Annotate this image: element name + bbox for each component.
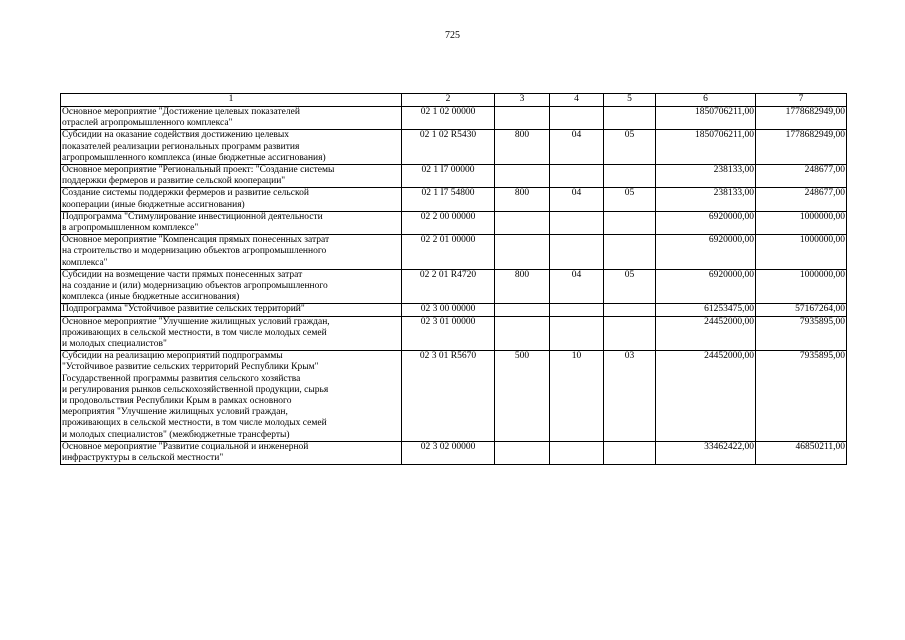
row-amount-col6: 238133,00: [656, 165, 756, 188]
row-name: Субсидии на оказание содействия достижению целевых показателей реализации региональных программ развития агропромышленного комплекса (иные бюджетные ассигнования): [61, 130, 402, 165]
row-section: [550, 211, 604, 234]
table-row: [61, 188, 847, 211]
column-header: 7: [756, 94, 847, 107]
row-subsection: [604, 316, 656, 351]
row-amount-col7: 248677,00: [756, 165, 847, 188]
budget-table: [60, 93, 847, 465]
row-expense-type: [495, 107, 550, 130]
row-section: [550, 107, 604, 130]
row-name: Основное мероприятие "Улучшение жилищных условий граждан, проживающих в сельской местности, в том числе молодых семей и молодых специалистов": [61, 316, 402, 351]
row-name: Подпрограмма "Стимулирование инвестиционной деятельности в агропромышленном комплексе": [61, 211, 402, 234]
row-amount-col7: 1000000,00: [756, 235, 847, 270]
table-row: [61, 304, 847, 316]
row-name: Основное мероприятие "Компенсация прямых понесенных затрат на строительство и модернизацию объектов агропромышленного комплекса": [61, 235, 402, 270]
row-amount-col6: 6920000,00: [656, 235, 756, 270]
row-amount-col6: 61253475,00: [656, 304, 756, 316]
table-row: [61, 269, 847, 304]
row-amount-col7: 46850211,00: [756, 441, 847, 464]
row-amount-col6: 33462422,00: [656, 441, 756, 464]
column-header: 4: [550, 94, 604, 107]
row-expense-type: [495, 441, 550, 464]
row-amount-col7: 7935895,00: [756, 351, 847, 442]
row-code: 02 2 01 00000: [402, 235, 495, 270]
row-code: 02 1 I7 00000: [402, 165, 495, 188]
row-amount-col6: 24452000,00: [656, 351, 756, 442]
row-expense-type: [495, 211, 550, 234]
table-row: [61, 165, 847, 188]
table-row: [61, 130, 847, 165]
row-name: Подпрограмма "Устойчивое развитие сельских территорий": [61, 304, 402, 316]
row-section: [550, 304, 604, 316]
row-section: 10: [550, 351, 604, 442]
row-amount-col6: 6920000,00: [656, 211, 756, 234]
row-amount-col7: 7935895,00: [756, 316, 847, 351]
row-code: 02 3 01 00000: [402, 316, 495, 351]
row-code: 02 3 00 00000: [402, 304, 495, 316]
row-expense-type: 800: [495, 269, 550, 304]
row-expense-type: 800: [495, 188, 550, 211]
table-row: [61, 107, 847, 130]
row-expense-type: [495, 316, 550, 351]
row-subsection: [604, 165, 656, 188]
row-section: [550, 165, 604, 188]
row-section: [550, 235, 604, 270]
row-code: 02 1 02 00000: [402, 107, 495, 130]
row-amount-col6: 1850706211,00: [656, 130, 756, 165]
row-amount-col6: 6920000,00: [656, 269, 756, 304]
row-subsection: [604, 441, 656, 464]
row-expense-type: 800: [495, 130, 550, 165]
row-section: [550, 316, 604, 351]
table-row: [61, 441, 847, 464]
row-name: Создание системы поддержки фермеров и развитие сельской кооперации (иные бюджетные ассигнования): [61, 188, 402, 211]
row-code: 02 2 01 R4720: [402, 269, 495, 304]
row-amount-col6: 238133,00: [656, 188, 756, 211]
row-subsection: [604, 235, 656, 270]
table-row: [61, 351, 847, 442]
row-section: [550, 441, 604, 464]
row-expense-type: [495, 235, 550, 270]
row-subsection: [604, 304, 656, 316]
row-amount-col7: 1000000,00: [756, 211, 847, 234]
row-amount-col6: 24452000,00: [656, 316, 756, 351]
row-name: Субсидии на реализацию мероприятий подпрограммы "Устойчивое развитие сельских территорий Республики Крым" Государственной программы развития сельского хозяйства и регулирования рынков сельскохозяйственной продукции, сырья и продовольствия Республики Крым в рамках основного мероприятия "Улучшение жилищных условий граждан, проживающих в сельской местности, в том числе молодых семей и молодых специалистов" (межбюджетные трансферты): [61, 351, 402, 442]
row-section: 04: [550, 130, 604, 165]
row-subsection: 03: [604, 351, 656, 442]
row-name: Основное мероприятие "Региональный проект: "Создание системы поддержки фермеров и развитие сельской кооперации": [61, 165, 402, 188]
row-name: Субсидии на возмещение части прямых понесенных затрат на создание и (или) модернизацию объектов агропромышленного комплекса (иные бюджетные ассигнования): [61, 269, 402, 304]
row-amount-col6: 1850706211,00: [656, 107, 756, 130]
row-subsection: 05: [604, 130, 656, 165]
row-name: Основное мероприятие "Развитие социальной и инженерной инфраструктуры в сельской местности": [61, 441, 402, 464]
row-expense-type: [495, 165, 550, 188]
row-expense-type: 500: [495, 351, 550, 442]
row-subsection: 05: [604, 269, 656, 304]
column-header: 2: [402, 94, 495, 107]
row-section: 04: [550, 269, 604, 304]
row-amount-col7: 248677,00: [756, 188, 847, 211]
table-body: [61, 107, 847, 465]
column-header: 6: [656, 94, 756, 107]
row-amount-col7: 1000000,00: [756, 269, 847, 304]
row-subsection: [604, 107, 656, 130]
row-section: 04: [550, 188, 604, 211]
row-code: 02 2 00 00000: [402, 211, 495, 234]
row-code: 02 3 01 R5670: [402, 351, 495, 442]
row-subsection: [604, 211, 656, 234]
row-expense-type: [495, 304, 550, 316]
row-amount-col7: 1778682949,00: [756, 107, 847, 130]
row-name: Основное мероприятие "Достижение целевых показателей отраслей агропромышленного комплекса": [61, 107, 402, 130]
table-row: [61, 235, 847, 270]
row-amount-col7: 57167264,00: [756, 304, 847, 316]
row-code: 02 1 I7 54800: [402, 188, 495, 211]
column-header: 5: [604, 94, 656, 107]
row-amount-col7: 1778682949,00: [756, 130, 847, 165]
column-header: 1: [61, 94, 402, 107]
row-code: 02 3 02 00000: [402, 441, 495, 464]
row-code: 02 1 02 R5430: [402, 130, 495, 165]
table-row: [61, 316, 847, 351]
row-subsection: 05: [604, 188, 656, 211]
table-row: [61, 211, 847, 234]
column-header: 3: [495, 94, 550, 107]
page-number: 725: [445, 30, 460, 41]
header-row: [61, 94, 847, 107]
